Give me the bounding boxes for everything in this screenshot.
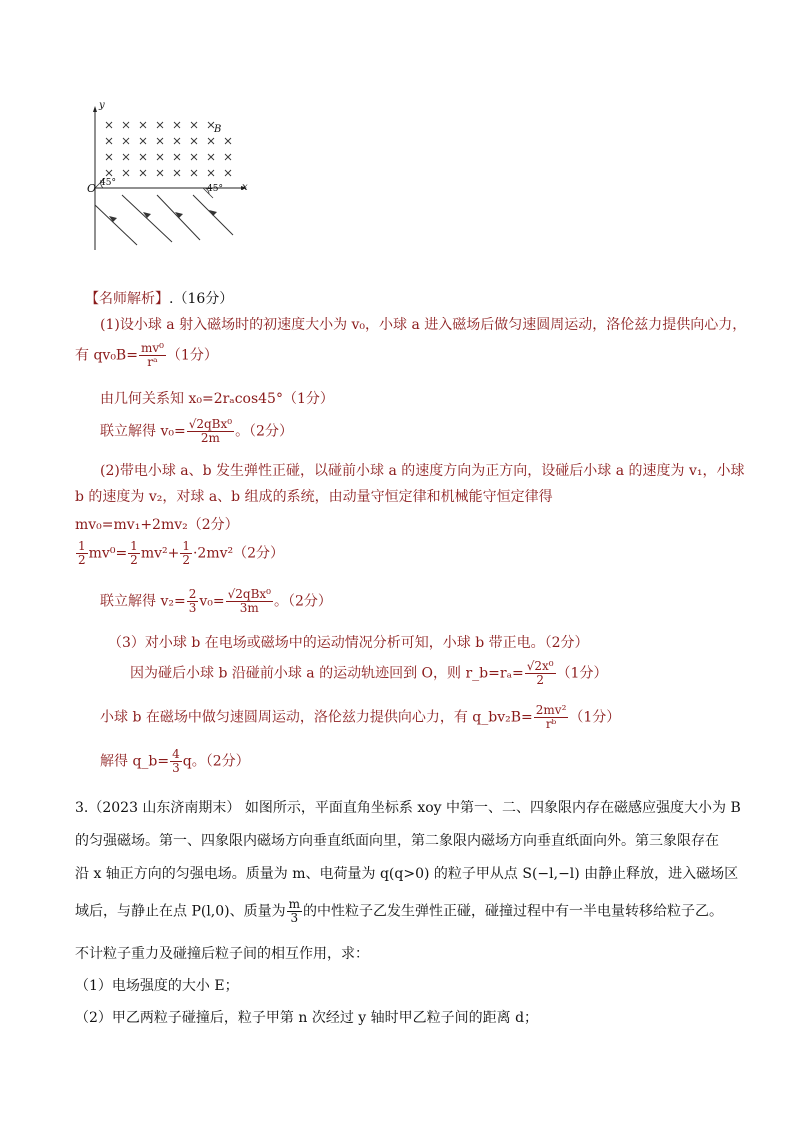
problem-question-1: （1）电场强度的大小 E； (75, 978, 239, 994)
field-label: B (214, 124, 222, 135)
x-axis-label: x (242, 182, 248, 193)
y-axis-label: y (99, 100, 105, 111)
origin-label: O (87, 182, 97, 195)
solution-p2-eq3: 联立解得 v₂= $\frac{2}{3}$ v₀= $\frac{\text{√2qBx⁰}}{3m}$ 。（2分） (100, 587, 332, 615)
angle-left-label: 45° (100, 178, 116, 188)
problem-line2: 的匀强磁场。第一、四象限内磁场方向垂直纸面向里，第二象限内磁场方向垂直纸面向外。第三象限存在 (75, 833, 719, 849)
magnetic-field-crosses (106, 122, 231, 176)
solution-p1-line1: (1)设小球 a 射入磁场时的初速度大小为 v₀，小球 a 进入磁场后做匀速圆周运动，洛伦兹力提供向心力， (100, 317, 747, 333)
solution-p1-eq1: 有 qv₀B= $\frac{\text{mv⁰}}{\text{rᵃ}}$ （1分） (75, 341, 218, 369)
problem-line3: 沿 x 轴正方向的匀强电场。质量为 m、电荷量为 q(q>0) 的粒子甲从点 S(−l,−l) 由静止释放，进入磁场区 (75, 866, 739, 882)
solution-p1-eq3: 联立解得 v₀= $\frac{\text{√2qBx⁰}}{2m}$ 。（2分） (100, 417, 293, 445)
problem-line1: 3.（2023 山东济南期末） 如图所示，平面直角坐标系 xoy 中第一、二、四象限内存在磁感应强度大小为 B (75, 800, 741, 816)
problem-line4: 域后，与静止在点 P(l,0)、质量为 $\frac{m}{3}$ 的中性粒子乙发生弹性正碰，碰撞过程中有一半电量转移给粒子乙。 (75, 897, 724, 925)
solution-p2-line2: b 的速度为 v₂，对球 a、b 组成的系统，由动量守恒定律和机械能守恒定律得 (75, 489, 553, 505)
solution-p1-eq2: 由几何关系知 x₀=2rₐcos45°（1分） (100, 391, 334, 407)
angle-right-label: 45° (207, 184, 223, 194)
problem-question-2: （2）甲乙两粒子碰撞后，粒子甲第 n 次经过 y 轴时甲乙粒子间的距离 d； (75, 1010, 539, 1026)
solution-p3-line4: 解得 q_b= $\frac{4}{3}$ q。（2分） (100, 747, 250, 775)
solution-header: 【名师解析】.（16分） (85, 291, 234, 307)
solution-p2-eq2: $\frac{1}{2}$ mv⁰= $\frac{1}{2}$ mv²+ $\frac{1}{2}$ ·2mv²（2分） (78, 539, 285, 567)
solution-p2-eq1: mv₀=mv₁+2mv₂（2分） (75, 517, 239, 533)
solution-p3-line2: 因为碰后小球 b 沿碰前小球 a 的运动轨迹回到 O，则 r_b=rₐ= $\frac{\text{√2x⁰}}{2}$ （1分） (130, 659, 608, 687)
solution-p2-line1: (2)带电小球 a、b 发生弹性正碰，以碰前小球 a 的速度方向为正方向，设碰后小球 a 的速度为 v₁，小球 (100, 463, 745, 479)
problem-line5: 不计粒子重力及碰撞后粒子间的相互作用，求： (75, 946, 369, 962)
solution-p3-line3: 小球 b 在磁场中做匀速圆周运动，洛伦兹力提供向心力，有 q_bv₂B= $\frac{\text{2mv²}}{\text{rᵇ}}$ （1分） (100, 703, 621, 731)
solution-p3-line1: （3）对小球 b 在电场或磁场中的运动情况分析可知，小球 b 带正电。（2分） (108, 635, 589, 651)
